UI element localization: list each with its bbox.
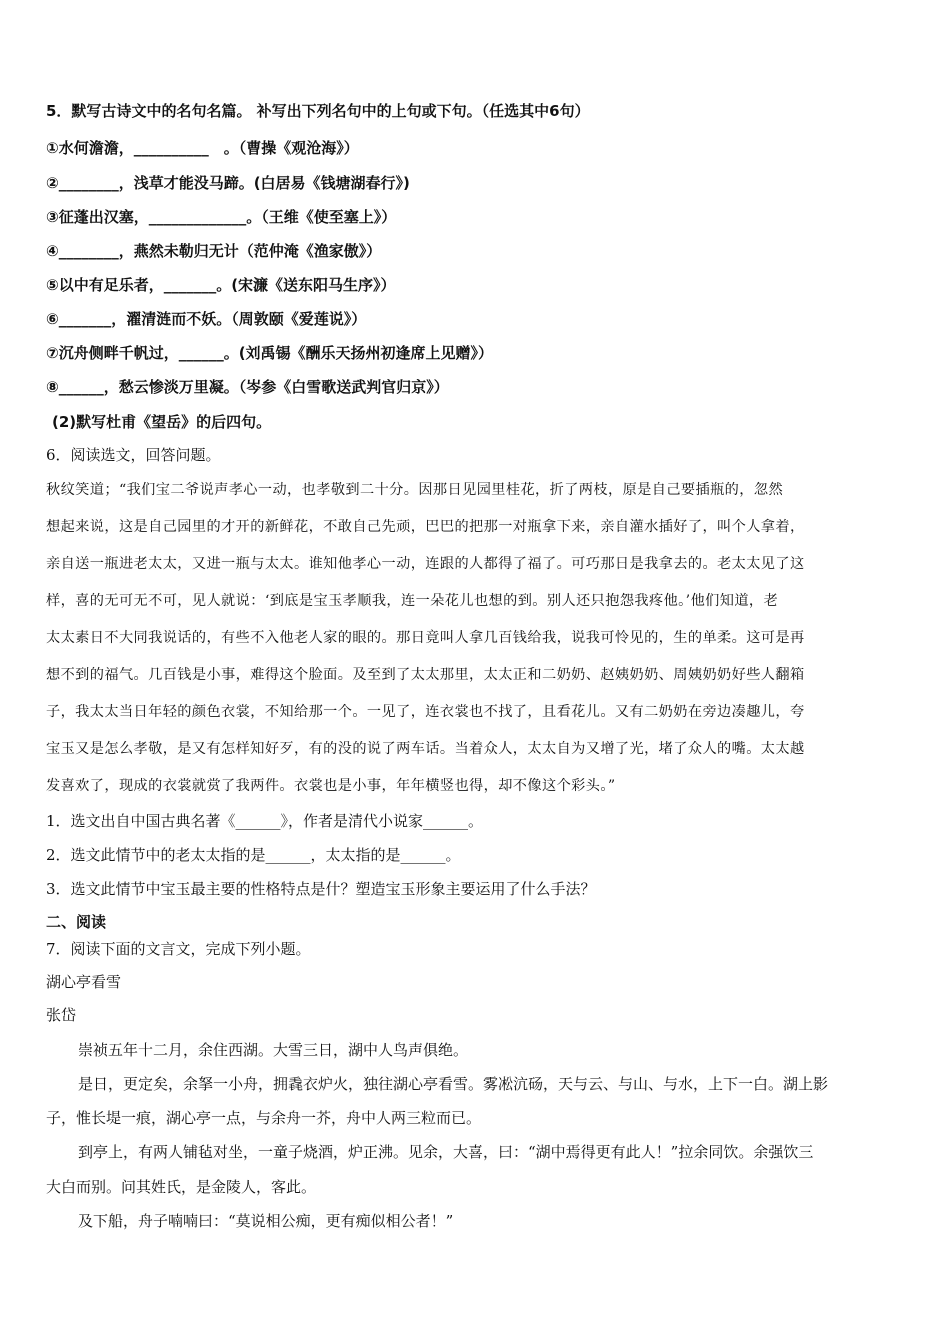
q5-item-8: ⑧______，愁云惨淡万里凝。（岑参《白雪歌送武判官归京》） xyxy=(46,378,449,396)
q7-title: 7．阅读下面的文言文，完成下列小题。 xyxy=(46,940,311,958)
q6-title: 6．阅读选文，回答问题。 xyxy=(46,446,221,464)
q6-question-2: 2．选文此情节中的老太太指的是______，太太指的是______。 xyxy=(46,846,461,864)
q6-passage-line-4: 样，喜的无可无不可，见人就说：‘到底是宝玉孝顺我，连一朵花儿也想的到。别人还只抱怨我疼他。’他们知道，老 xyxy=(46,593,779,609)
q5-item-3: ③征蓬出汉塞，_____________。（王维《使至塞上》） xyxy=(46,208,397,226)
essay-paragraph-3: 到亭上，有两人铺毡对坐，一童子烧酒，炉正沸。见余，大喜，曰：“湖中焉得更有此人！”拉余同饮。余强饮三 xyxy=(78,1143,814,1161)
essay-paragraph-4: 及下船，舟子喃喃曰：“莫说相公痴，更有痴似相公者！” xyxy=(78,1212,454,1230)
q5-part2: (2)默写杜甫《望岳》的后四句。 xyxy=(52,413,272,431)
q5-item-4: ④________，燕然未勒归无计（范仲淹《渔家傲》） xyxy=(46,242,382,260)
q6-passage-line-3: 亲自送一瓶进老太太，又进一瓶与太太。谁知他孝心一动，连跟的人都得了福了。可巧那日是我拿去的。老太太见了这 xyxy=(46,556,805,572)
q6-passage-line-2: 想起来说，这是自己园里的才开的新鲜花，不敢自己先顽，巴巴的把那一对瓶拿下来，亲自灌水插好了，叫个人拿着， xyxy=(46,519,805,535)
q5-title: 5．默写古诗文中的名句名篇。 补写出下列名句中的上句或下句。（任选其中6句） xyxy=(46,102,590,120)
essay-paragraph-3-cont: 大白而别。问其姓氏，是金陵人，客此。 xyxy=(46,1178,317,1196)
q5-item-7: ⑦沉舟侧畔千帆过，______。(刘禹锡《酬乐天扬州初逢席上见赠》） xyxy=(46,344,494,362)
q6-passage-line-8: 宝玉又是怎么孝敬，是又有怎样知好歹，有的没的说了两车话。当着众人，太太自为又增了光，堵了众人的嘴。太太越 xyxy=(46,741,805,757)
q6-passage-line-1: 秋纹笑道；“我们宝二爷说声孝心一动，也孝敬到二十分。因那日见园里桂花，折了两枝，原是自己要插瓶的，忽然 xyxy=(46,482,784,498)
q6-passage-line-5: 太太素日不大同我说话的，有些不入他老人家的眼的。那日竟叫人拿几百钱给我，说我可怜见的，生的单柔。这可是再 xyxy=(46,630,805,646)
section-heading: 二、阅读 xyxy=(46,913,107,931)
essay-paragraph-2-cont: 子，惟长堤一痕，湖心亭一点，与余舟一芥，舟中人两三粒而已。 xyxy=(46,1109,482,1127)
q6-question-1: 1．选文出自中国古典名著《______》，作者是清代小说家______。 xyxy=(46,812,484,830)
q6-passage-line-6: 想不到的福气。几百钱是小事，难得这个脸面。及至到了太太那里，太太正和二奶奶、赵姨奶奶、周姨奶奶好些人翻箱 xyxy=(46,667,805,683)
q6-passage-line-9: 发喜欢了，现成的衣裳就赏了我两件。衣裳也是小事，年年横竖也得，却不像这个彩头。” xyxy=(46,778,616,794)
essay-author: 张岱 xyxy=(46,1006,77,1024)
essay-paragraph-1: 崇祯五年十二月，余住西湖。大雪三日，湖中人鸟声俱绝。 xyxy=(78,1041,469,1059)
q5-item-2: ②________，浅草才能没马蹄。(白居易《钱塘湖春行》) xyxy=(46,174,410,192)
q5-item-5: ⑤以中有足乐者，_______。(宋濂《送东阳马生序》） xyxy=(46,276,396,294)
q6-question-3: 3．选文此情节中宝玉最主要的性格特点是什？塑造宝玉形象主要运用了什么手法？ xyxy=(46,880,596,898)
q6-passage-line-7: 子，我太太当日年轻的颜色衣裳，不知给那一个。一见了，连衣裳也不找了，且看花儿。又有二奶奶在旁边凑趣儿，夸 xyxy=(46,704,805,720)
essay-title: 湖心亭看雪 xyxy=(46,973,122,991)
essay-paragraph-2: 是日，更定矣，余拏一小舟，拥毳衣炉火，独往湖心亭看雪。雾凇沆砀，天与云、与山、与水，上下一白。湖上影 xyxy=(78,1075,829,1093)
q5-item-1: ①水何澹澹，__________ 。（曹操《观沧海》） xyxy=(46,139,359,157)
q5-item-6: ⑥_______，濯清涟而不妖。（周敦颐《爱莲说》） xyxy=(46,310,367,328)
